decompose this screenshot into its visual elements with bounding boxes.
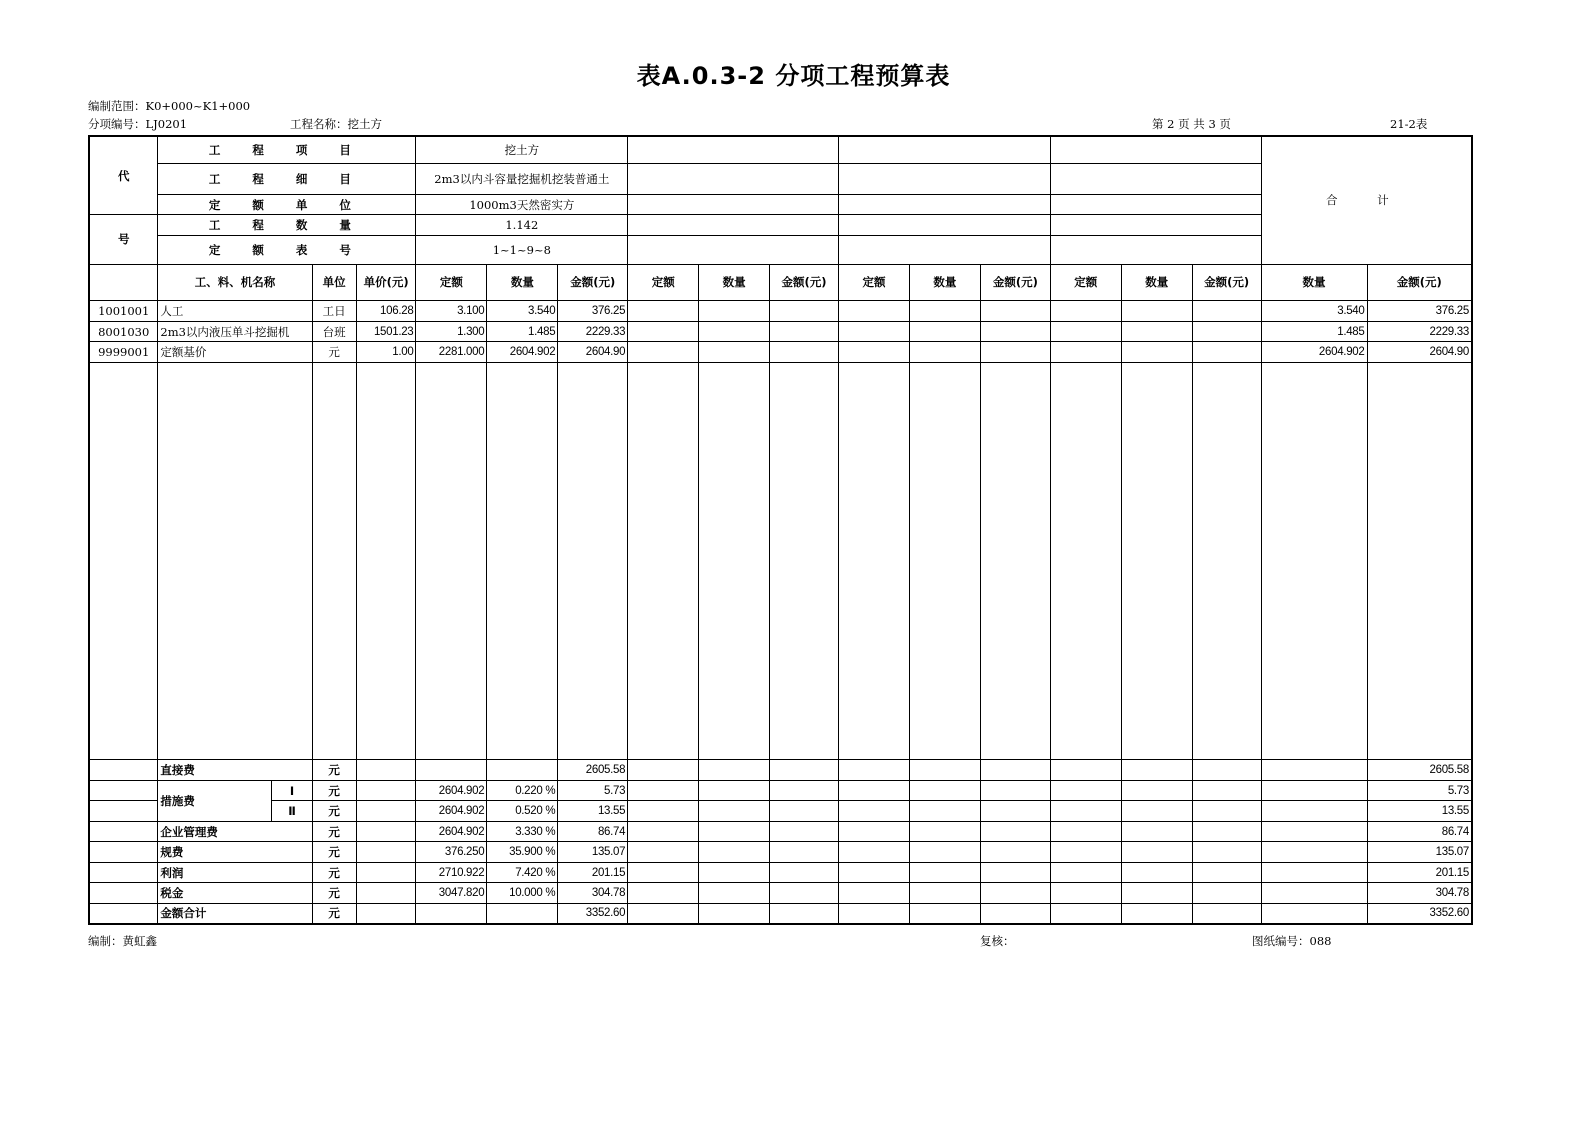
page-title: 表A.0.3-2 分项工程预算表: [636, 62, 951, 90]
measures-label: 措施费: [158, 780, 272, 821]
table-row: 1001001 人工 工日 106.28 3.100 3.540 376.25 3.540 376.25: [89, 301, 1472, 321]
table-row: 9999001 定额基价 元 1.00 2281.000 2604.902 2604.90 2604.902 2604.90: [89, 342, 1472, 362]
header-label-table-no: 定 额 表 号: [158, 235, 416, 264]
fee-row-measures-2: Ⅱ 元 2604.902 0.520 % 13.55 13.55: [89, 801, 1472, 821]
total-label: 合 计: [1261, 136, 1472, 264]
reviewer-label: 复核：: [980, 934, 1015, 948]
preparer-label: 编制：黄虹鑫: [88, 934, 157, 948]
col-price: 单价(元): [356, 264, 416, 301]
col-total-qty: 数量: [1261, 264, 1367, 301]
col-amount-3: 金额(元): [980, 264, 1050, 301]
table-number: 21-2表: [1390, 117, 1428, 131]
col-amount-1: 金额(元): [558, 264, 628, 301]
fee-row-direct: 直接费 元 2605.58 2605.58: [89, 760, 1472, 780]
fee-row-measures-1: 措施费 Ⅰ 元 2604.902 0.220 % 5.73 5.73: [89, 780, 1472, 800]
col-name: 工、料、机名称: [158, 264, 312, 301]
fee-row-regulatory: 规费 元 376.250 35.900 % 135.07 135.07: [89, 842, 1472, 862]
header-value-detail: 2m3以内斗容量挖掘机挖装普通土: [416, 164, 628, 195]
fee-row-mgmt: 企业管理费 元 2604.902 3.330 % 86.74 86.74: [89, 821, 1472, 841]
col-qty-4: 数量: [1121, 264, 1192, 301]
col-unit: 单位: [312, 264, 356, 301]
col-amount-2: 金额(元): [770, 264, 839, 301]
col-total-amount: 金额(元): [1367, 264, 1472, 301]
header-label-project: 工 程 项 目: [158, 136, 416, 164]
col-quota-4: 定额: [1050, 264, 1121, 301]
header-value-project: 挖土方: [416, 136, 628, 164]
fee-row-profit: 利润 元 2710.922 7.420 % 201.15 201.15: [89, 862, 1472, 882]
drawing-number: 图纸编号：088: [1252, 934, 1332, 948]
project-name-label: 工程名称：挖土方: [290, 117, 382, 131]
col-quota-2: 定额: [628, 264, 699, 301]
col-qty-2: 数量: [699, 264, 770, 301]
col-amount-4: 金额(元): [1192, 264, 1261, 301]
item-code-label: 分项编号：LJ0201: [88, 117, 188, 131]
budget-table: [88, 135, 1473, 925]
code-label-bottom: 号: [89, 215, 158, 264]
code-label-top: 代: [89, 136, 158, 215]
fee-row-sum: 金额合计 元 3352.60 3352.60: [89, 903, 1472, 924]
table-row: 8001030 2m3以内液压单斗挖掘机 台班 1501.23 1.300 1.485 2229.33 1.485 2229.33: [89, 321, 1472, 341]
col-quota-1: 定额: [416, 264, 487, 301]
empty-rows-area: [89, 362, 1472, 760]
header-value-unit: 1000m3天然密实方: [416, 194, 628, 214]
header-value-quantity: 1.142: [416, 215, 628, 235]
header-label-quantity: 工 程 数 量: [158, 215, 416, 235]
fee-row-tax: 税金 元 3047.820 10.000 % 304.78 304.78: [89, 883, 1472, 903]
col-quota-3: 定额: [839, 264, 910, 301]
col-qty-1: 数量: [487, 264, 558, 301]
col-qty-3: 数量: [909, 264, 980, 301]
header-label-detail: 工 程 细 目: [158, 164, 416, 195]
range-label: 编制范围：K0+000~K1+000: [88, 99, 251, 113]
header-value-table-no: 1~1~9~8: [416, 235, 628, 264]
page-indicator: 第 2 页 共 3 页: [1152, 117, 1231, 131]
header-label-unit: 定 额 单 位: [158, 194, 416, 214]
